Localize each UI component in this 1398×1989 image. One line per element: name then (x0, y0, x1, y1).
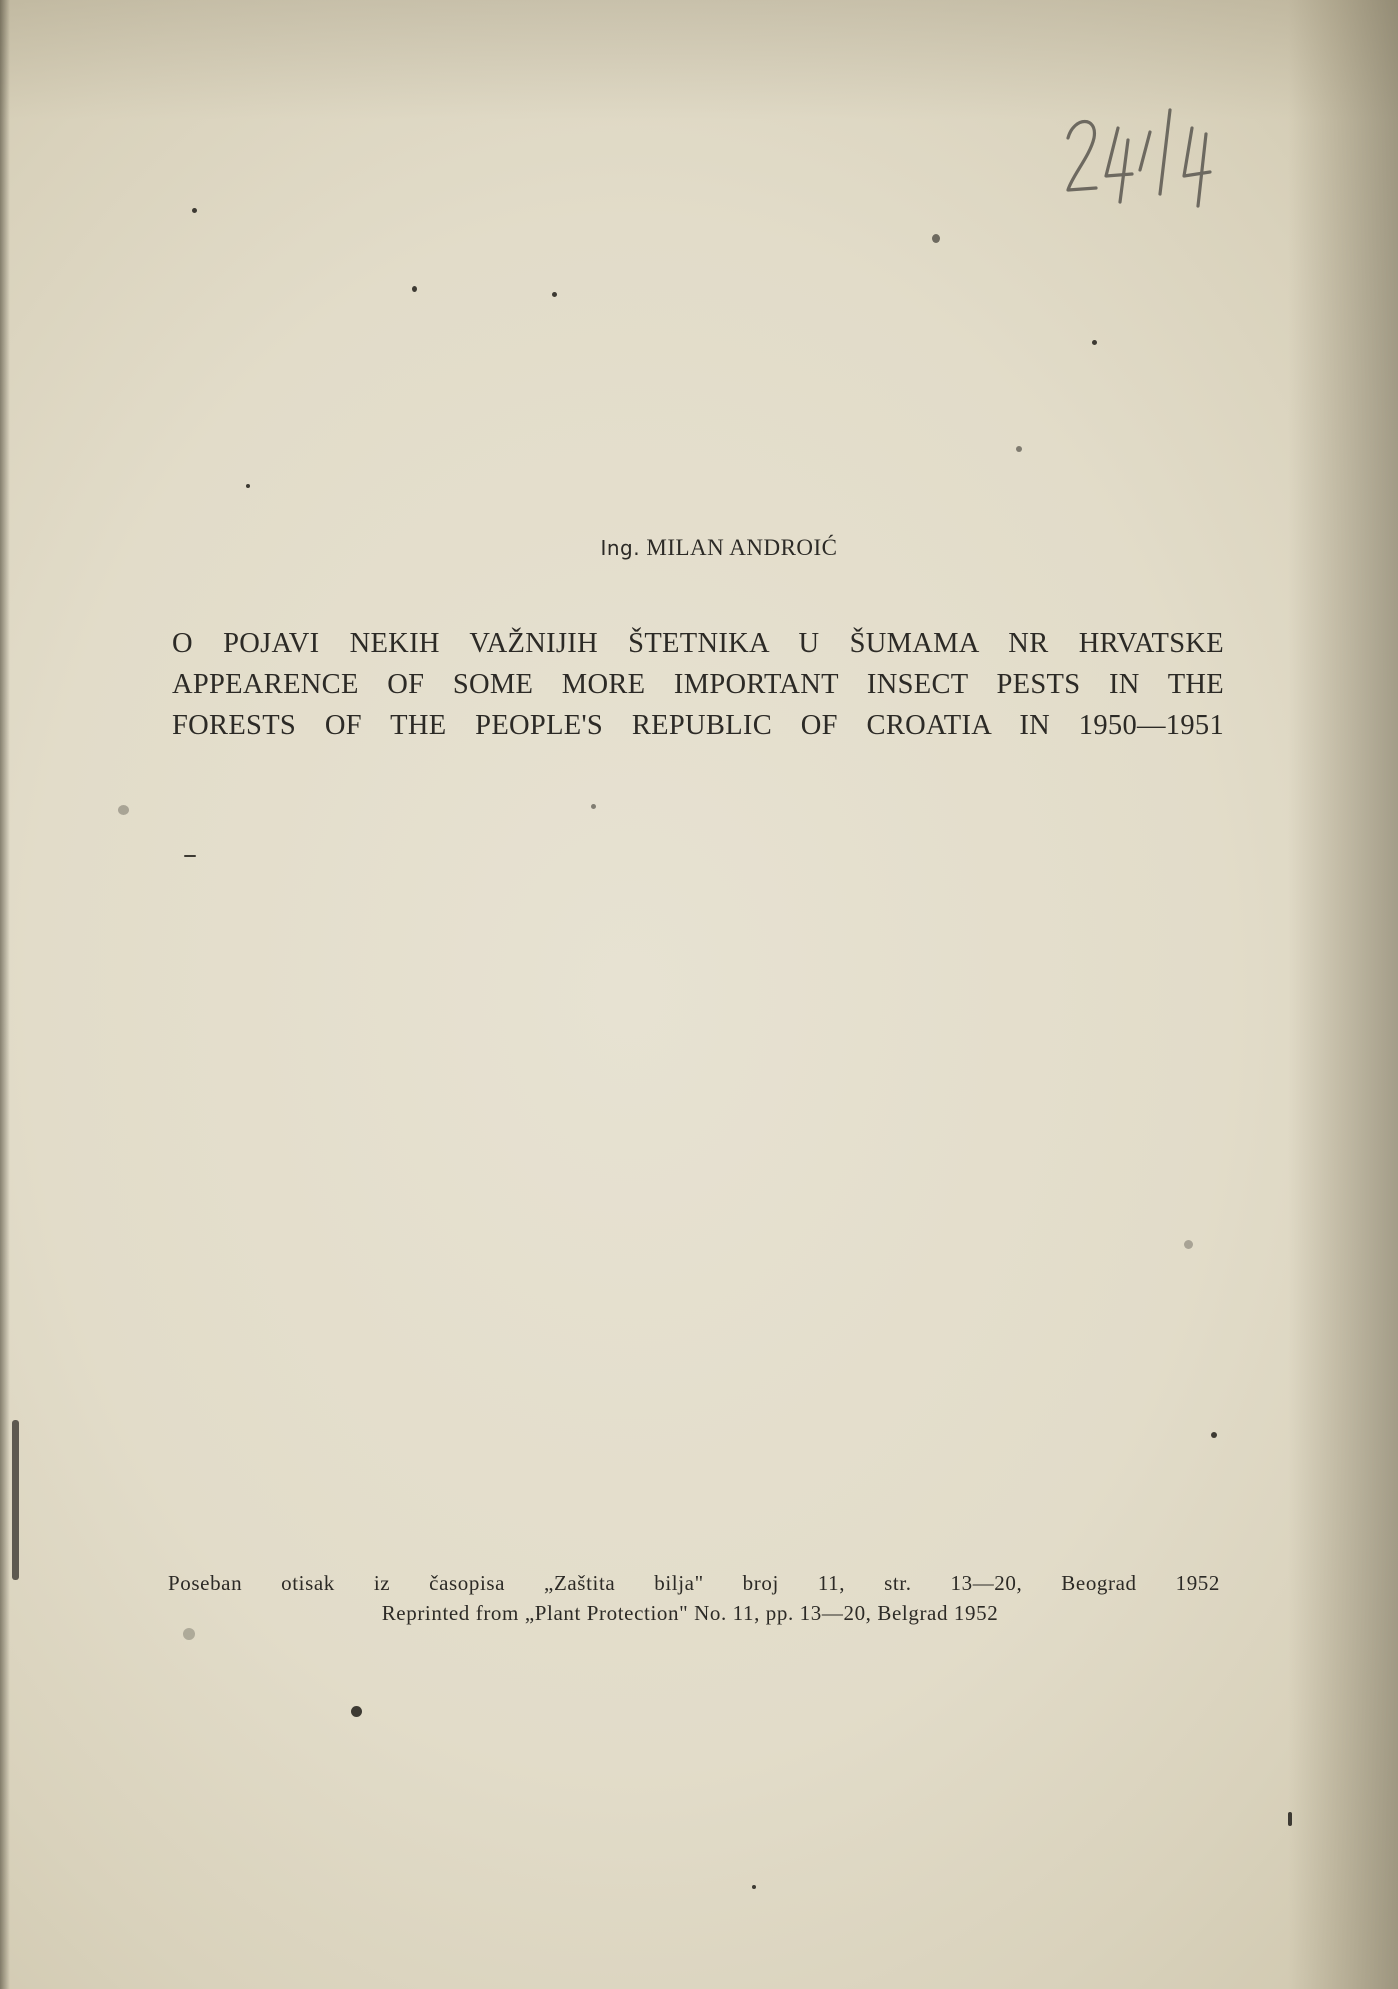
paper-speck (552, 292, 557, 297)
author-line (0, 535, 1398, 561)
paper-speck (12, 1420, 19, 1580)
paper-speck (118, 805, 129, 815)
author-prefix: Ing. (600, 536, 641, 560)
paper-speck (1016, 446, 1022, 452)
paper-speck (351, 1706, 362, 1717)
paper-speck (183, 1628, 195, 1640)
paper-speck (591, 804, 596, 809)
paper-speck (184, 855, 196, 857)
handwritten-note-graphic (1058, 98, 1228, 218)
paper-speck (246, 484, 250, 488)
paper-speck (752, 1885, 756, 1889)
reprint-line-croatian: Poseban otisak iz časopisa „Zaštita bilja" broj 11, str. 13—20, Beograd 1952 (168, 1571, 1220, 1595)
paper-speck (412, 286, 417, 292)
title-line-english-1: APPEARENCE OF SOME MORE IMPORTANT INSECT PESTS IN THE (172, 669, 1224, 700)
paper-speck (1211, 1432, 1217, 1438)
title-line-croatian: O POJAVI NEKIH VAŽNIJIH ŠTETNIKA U ŠUMAMA NR HRVATSKE (172, 628, 1224, 659)
author-name: MILAN ANDROIĆ (646, 535, 838, 560)
paper-speck (1092, 340, 1097, 345)
paper-left-edge-shading (0, 0, 10, 1989)
title-line-english-2: FORESTS OF THE PEOPLE'S REPUBLIC OF CROATIA IN 1950—1951 (172, 710, 1224, 741)
paper-speck (1184, 1240, 1193, 1249)
reprint-notice (168, 1568, 1220, 1628)
paper-right-edge-shading (1288, 0, 1398, 1989)
title-block (172, 623, 1224, 746)
reprint-line-english: Reprinted from „Plant Protection" No. 11, pp. 13—20, Belgrad 1952 (381, 1601, 999, 1625)
paper-speck (192, 208, 197, 213)
paper-speck (932, 234, 940, 243)
paper-speck (1288, 1812, 1292, 1826)
